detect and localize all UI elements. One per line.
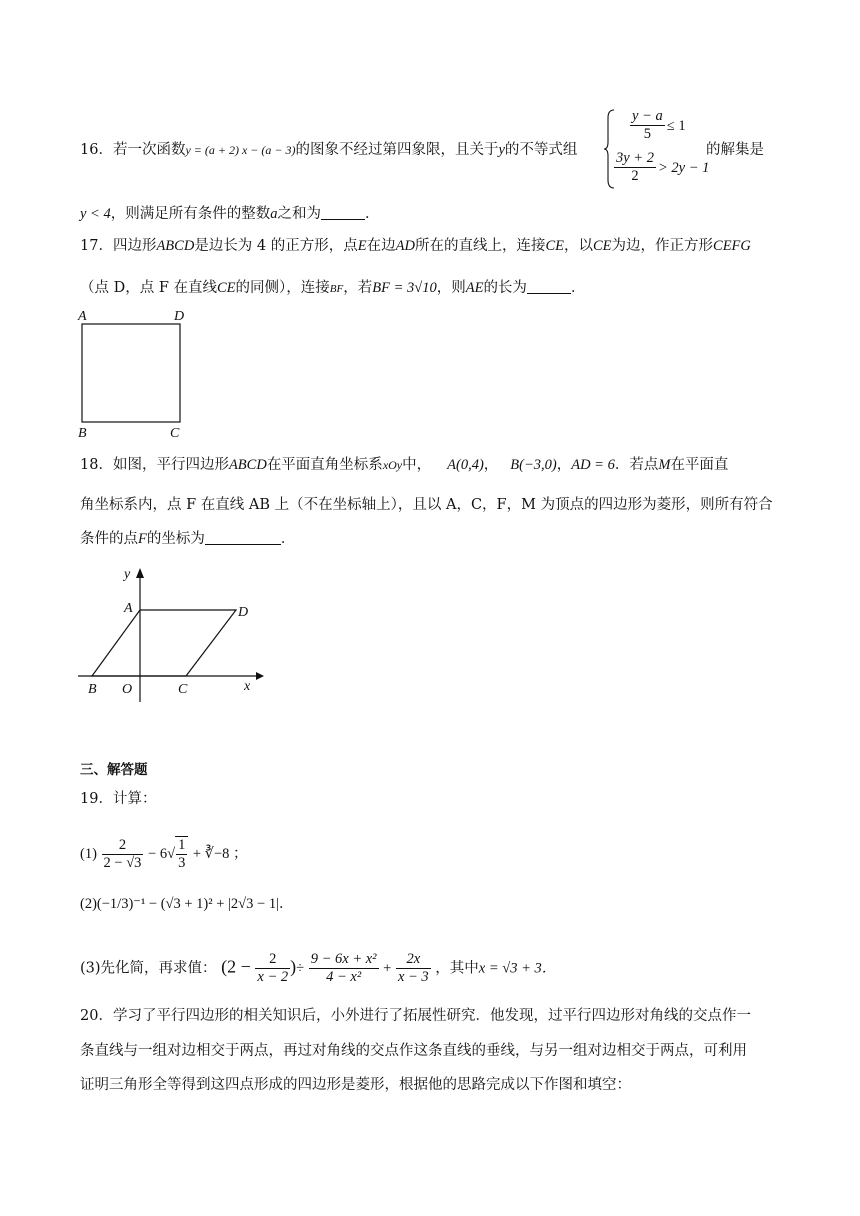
label-o: O [122, 682, 133, 697]
q18-line2: 角坐标系内，点 F 在直线 AB 上（不在坐标轴上），且以 A，C，F，M 为顶点的四边形为菱形，则所有符合 [80, 497, 773, 513]
q17-line2: （点 D，点 F 在直线CE的同侧），连接BF，若BF = 3√10，则AE的长为 ． [80, 277, 585, 299]
q19-part1: (1) $\frac{2}{2 - √3}$ − 6√ $\frac{1}{3}$ + ∛−8 ； [80, 836, 248, 871]
q18-line3: 条件的点F的坐标为 ． [80, 528, 295, 549]
section-heading: 三、解答题 [80, 762, 148, 778]
y-axis-arrow-icon [136, 568, 144, 578]
q18-line1: 18．如图，平行四边形ABCD在平面直角坐标系xOy中， A(0,4)， B(−3,0)，AD = 6．若点M在平面直 [80, 457, 729, 473]
answer-blank[interactable] [527, 277, 571, 294]
q19-part3: (3)先化简，再求值： (2 − $\frac{2}{x - 2}$ )÷ $\frac{\text{9 − 6x + x²}}{\text{4 − x²}}$ + $\frac{2x}{x - 3}$ ，其中x = √3 + 3． [80, 951, 557, 985]
q19-title: 19．计算： [80, 791, 157, 807]
q16-solution-text: 的解集是 [706, 142, 764, 158]
q16-text: 若一次函数 [112, 142, 186, 158]
q16-line2: y < 4，则满足所有条件的整数a之和为 ． [80, 203, 379, 224]
parallelogram-abcd [92, 610, 236, 676]
q17-square-figure [74, 304, 194, 440]
square-abcd [82, 324, 180, 422]
label-a: A [78, 309, 87, 324]
q17-line1: 17．四边形ABCD是边长为 4 的正方形，点E在边AD所在的直线上，连接CE，以CE为边，作正方形CEFG [80, 238, 751, 254]
inequality-system [604, 108, 714, 190]
q16-line1: 16．若一次函数y = (a + 2) x − (a − 3)的图象不经过第四象限，且关于y的不等式组 [80, 142, 578, 158]
q16-number: 16． [80, 142, 113, 158]
label-a: A [124, 601, 133, 616]
label-x: x [244, 679, 251, 694]
label-c: C [178, 682, 188, 697]
q20-line1: 20．学习了平行四边形的相关知识后，小外进行了拓展性研究．他发现，过平行四边形对角线的交点作一 [80, 1008, 751, 1024]
x-axis-arrow-icon [256, 672, 264, 680]
inequality-1: $\frac{y - a}{5}$ ≤ 1 [632, 108, 686, 142]
q20-line3: 证明三角形全等得到这四点形成的四边形是菱形，根据他的思路完成以下作图和填空： [80, 1077, 631, 1093]
q20-line2: 条直线与一组对边相交于两点，再过对角线的交点作这条直线的垂线，与另一组对边相交于两点，可利用 [80, 1043, 747, 1059]
answer-blank[interactable] [321, 203, 365, 220]
label-d: D [238, 605, 249, 620]
label-y: y [124, 567, 131, 582]
label-b: B [88, 682, 97, 697]
q18-coordinate-figure [74, 562, 274, 708]
q19-part2: (2)(−1/3)⁻¹ − (√3 + 1)² + |2√3 − 1|． [80, 896, 294, 912]
q16-function: y = (a + 2) x − (a − 3) [185, 143, 296, 157]
answer-blank[interactable] [205, 528, 281, 545]
label-c: C [170, 426, 180, 440]
label-d: D [174, 309, 185, 324]
label-b: B [78, 426, 87, 440]
inequality-2: $\frac{3y + 2}{2}$ > 2y − 1 [616, 150, 710, 184]
